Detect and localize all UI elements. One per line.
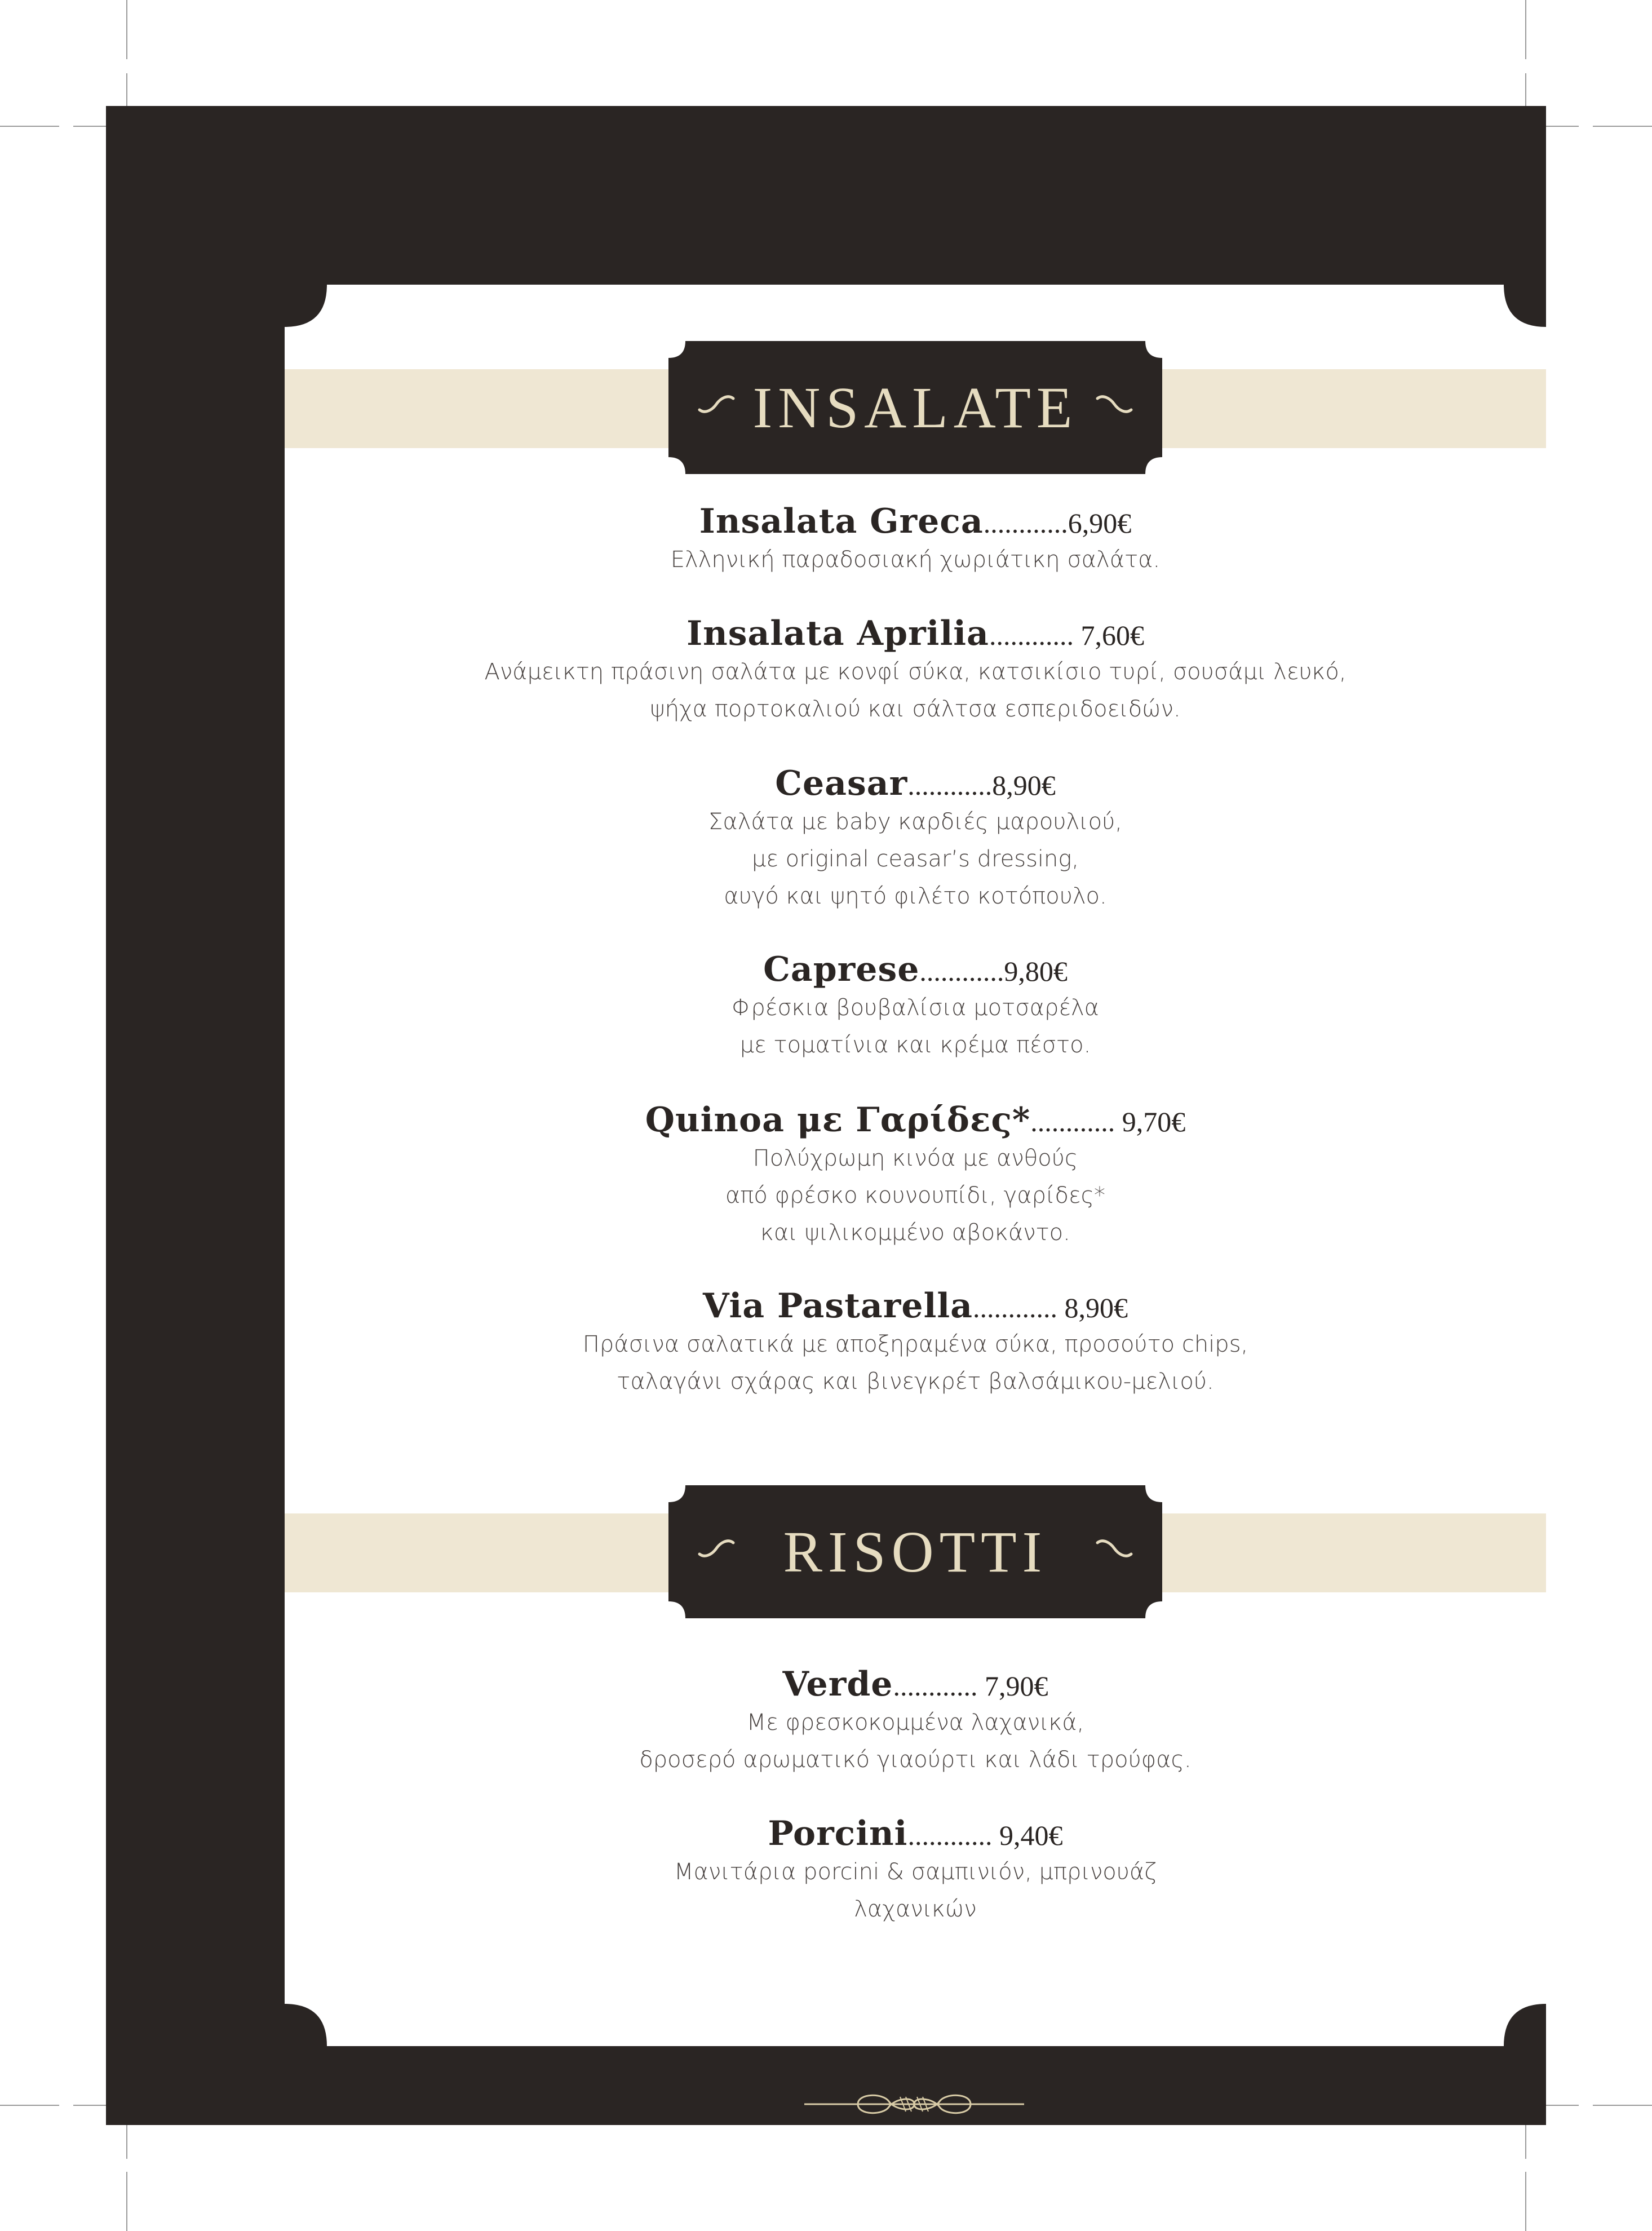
crop-mark bbox=[0, 126, 59, 127]
crop-mark bbox=[1525, 2172, 1526, 2231]
item-name: Porcini bbox=[768, 1814, 908, 1853]
crop-mark bbox=[126, 73, 127, 106]
item-description: Με φρεσκοκομμένα λαχανικά, bbox=[746, 1710, 1084, 1736]
crop-mark bbox=[73, 2105, 106, 2106]
menu-item bbox=[285, 502, 1546, 578]
section-plaque bbox=[668, 341, 1162, 474]
item-description: Ανάμεικτη πράσινη σαλάτα με κονφί σύκα, κατσικίσιο τυρί, σουσάμι λευκό, bbox=[484, 659, 1347, 685]
item-description: δροσερό αρωματικό γιαούρτι και λάδι τρούφας. bbox=[639, 1747, 1192, 1773]
item-dots: ............ bbox=[907, 1820, 993, 1851]
item-name: Quinoa με Γαρίδες* bbox=[645, 1100, 1031, 1140]
item-name: Caprese bbox=[763, 950, 920, 989]
crop-mark bbox=[126, 2125, 127, 2159]
item-description: λαχανικών bbox=[854, 1896, 977, 1922]
flourish-ornament-icon bbox=[804, 2084, 1024, 2124]
item-dots: ............ bbox=[893, 1670, 978, 1702]
crop-mark bbox=[126, 0, 127, 59]
crop-mark bbox=[1546, 126, 1579, 127]
menu-item bbox=[285, 764, 1546, 915]
item-dots: ............ bbox=[983, 507, 1068, 539]
item-description: Πολύχρωμη κινόα με ανθούς bbox=[752, 1145, 1078, 1171]
menu-item bbox=[285, 1665, 1546, 1778]
crop-mark bbox=[1593, 2105, 1652, 2106]
item-dots: ............ bbox=[907, 769, 993, 801]
item-description: και ψιλικομμένο αβοκάντο. bbox=[760, 1220, 1070, 1246]
item-description: ψήχα πορτοκαλιού και σάλτσα εσπεριδοειδών. bbox=[650, 696, 1181, 722]
section-plaque bbox=[668, 1485, 1162, 1618]
item-name: Ceasar bbox=[775, 764, 908, 803]
item-dots: ............ bbox=[973, 1292, 1058, 1323]
item-name: Via Pastarella bbox=[702, 1286, 973, 1326]
item-description: Ελληνική παραδοσιακή χωριάτικη σαλάτα. bbox=[670, 547, 1161, 573]
item-description: με original ceasar’s dressing, bbox=[751, 846, 1079, 872]
menu-item bbox=[285, 614, 1546, 728]
menu-page-frame bbox=[106, 106, 1546, 2125]
crop-mark bbox=[1525, 73, 1526, 106]
item-name: Verde bbox=[782, 1665, 893, 1704]
item-description: με τοματίνια και κρέμα πέστο. bbox=[739, 1032, 1091, 1058]
item-price: 9,70€ bbox=[1115, 1106, 1186, 1137]
item-description: Μανιτάρια porcini & σαμπινιόν, μπρινουάζ bbox=[674, 1859, 1157, 1885]
crop-mark bbox=[1525, 0, 1526, 59]
crop-mark bbox=[1525, 2125, 1526, 2159]
item-description: αυγό και ψητό φιλέτο κοτόπουλο. bbox=[724, 883, 1107, 909]
crop-mark bbox=[1546, 2105, 1579, 2106]
menu-item bbox=[285, 1100, 1546, 1251]
item-description: από φρέσκο κουνουπίδι, γαρίδες* bbox=[725, 1183, 1106, 1209]
item-price: 7,60€ bbox=[1073, 619, 1144, 651]
crop-mark bbox=[126, 2172, 127, 2231]
menu-card bbox=[285, 285, 1546, 2046]
item-name: Insalata Greca bbox=[699, 502, 984, 541]
item-dots: ............ bbox=[919, 955, 1004, 987]
item-price: 8,90€ bbox=[1057, 1292, 1128, 1323]
item-price: 9,80€ bbox=[1004, 955, 1068, 987]
item-price: 8,90€ bbox=[992, 769, 1056, 801]
menu-item bbox=[285, 1286, 1546, 1400]
item-dots: ............ bbox=[1030, 1106, 1115, 1137]
crop-mark bbox=[0, 2105, 59, 2106]
item-description: Σαλάτα με baby καρδιές μαρουλιού, bbox=[708, 809, 1122, 835]
menu-item bbox=[285, 950, 1546, 1064]
item-name: Insalata Aprilia bbox=[687, 614, 989, 653]
item-description: ταλαγάνι σχάρας και βινεγκρέτ βαλσάμικου-μελιού. bbox=[617, 1369, 1214, 1395]
item-description: Πράσινα σαλατικά με αποξηραμένα σύκα, προσούτο chips, bbox=[582, 1331, 1248, 1357]
menu-item bbox=[285, 1814, 1546, 1928]
item-dots: ............ bbox=[989, 619, 1074, 651]
item-price: 6,90€ bbox=[1068, 507, 1132, 539]
crop-mark bbox=[1593, 126, 1652, 127]
item-price: 7,90€ bbox=[977, 1670, 1048, 1702]
section-title: RISOTTI bbox=[783, 1519, 1048, 1584]
item-description: Φρέσκια βουβαλίσια μοτσαρέλα bbox=[732, 995, 1099, 1021]
section-title: INSALATE bbox=[752, 375, 1078, 440]
item-price: 9,40€ bbox=[992, 1820, 1063, 1851]
crop-mark bbox=[73, 126, 106, 127]
